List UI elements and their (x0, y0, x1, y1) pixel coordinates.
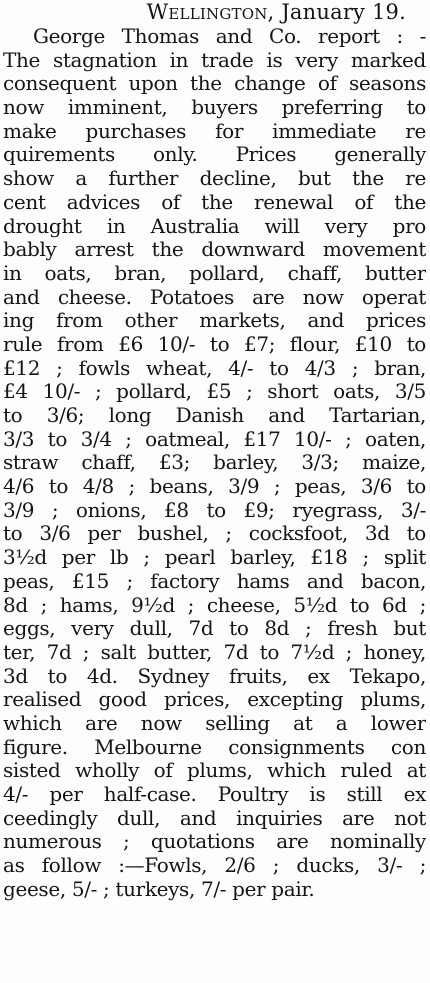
text-line: straw chaff, £3; barley, 3/3; maize, (3, 451, 426, 475)
text-line: quirements only. Prices generally (3, 143, 426, 167)
text-line: ter, 7d ; salt butter, 7d to 7½d ; honey, (3, 640, 426, 664)
text-line: 8d ; hams, 9½d ; cheese, 5½d to 6d ; (3, 593, 426, 617)
dateline-place: Wellington, (146, 0, 275, 24)
text-line: geese, 5/- ; turkeys, 7/- per pair. (3, 877, 315, 901)
text-line: sisted wholly of plums, which ruled at (3, 759, 426, 783)
article-body (3, 25, 426, 901)
text-line: The stagnation in trade is very marked (3, 48, 426, 72)
text-line: in oats, bran, pollard, chaff, butter (3, 261, 426, 285)
text-line: now imminent, buyers preferring to (3, 96, 426, 120)
text-line: 3/9 ; onions, £8 to £9; ryegrass, 3/- (3, 498, 426, 522)
text-line: 3½d per lb ; pearl barley, £18 ; split (3, 546, 426, 570)
text-line: numerous ; quotations are nominally (3, 830, 426, 854)
text-line: realised good prices, excepting plums, (3, 688, 426, 712)
text-line: as follow :—Fowls, 2/6 ; ducks, 3/- ; (3, 854, 426, 878)
text-line: rule from £6 10/- to £7; flour, £10 to (3, 332, 426, 356)
text-line: and cheese. Potatoes are now operat (3, 285, 426, 309)
text-line: to 3/6 per bushel, ; cocksfoot, 3d to (3, 522, 426, 546)
text-line: 3d to 4d. Sydney fruits, ex Tekapo, (3, 664, 426, 688)
text-line: £4 10/- ; pollard, £5 ; short oats, 3/5 (3, 380, 426, 404)
text-line: show a further decline, but the re (3, 167, 426, 191)
text-line: £12 ; fowls wheat, 4/- to 4/3 ; bran, (3, 356, 426, 380)
text-line: bably arrest the downward movement (3, 238, 426, 262)
text-line: eggs, very dull, 7d to 8d ; fresh but (3, 617, 426, 641)
text-line: ing from other markets, and prices (3, 309, 426, 333)
text-line: make purchases for immediate re (3, 119, 426, 143)
text-line: which are now selling at a lower (3, 711, 426, 735)
text-line: peas, £15 ; factory hams and bacon, (3, 569, 426, 593)
text-line: cent advices of the renewal of the (3, 190, 426, 214)
dateline-date: January 19. (281, 0, 406, 24)
text-line: 3/3 to 3/4 ; oatmeal, £17 10/- ; oaten, (3, 427, 426, 451)
dateline (3, 0, 426, 25)
text-line: George Thomas and Co. report : - (33, 25, 426, 48)
text-line: ceedingly dull, and inquiries are not (3, 806, 426, 830)
text-line: consequent upon the change of seasons (3, 72, 426, 96)
text-line: to 3/6; long Danish and Tartarian, (3, 404, 426, 427)
text-line: 4/- per half-case. Poultry is still ex (3, 783, 426, 806)
text-line: 4/6 to 4/8 ; beans, 3/9 ; peas, 3/6 to (3, 475, 426, 499)
text-line: drought in Australia will very pro (3, 214, 426, 238)
text-line: figure. Melbourne consignments con (3, 735, 426, 759)
